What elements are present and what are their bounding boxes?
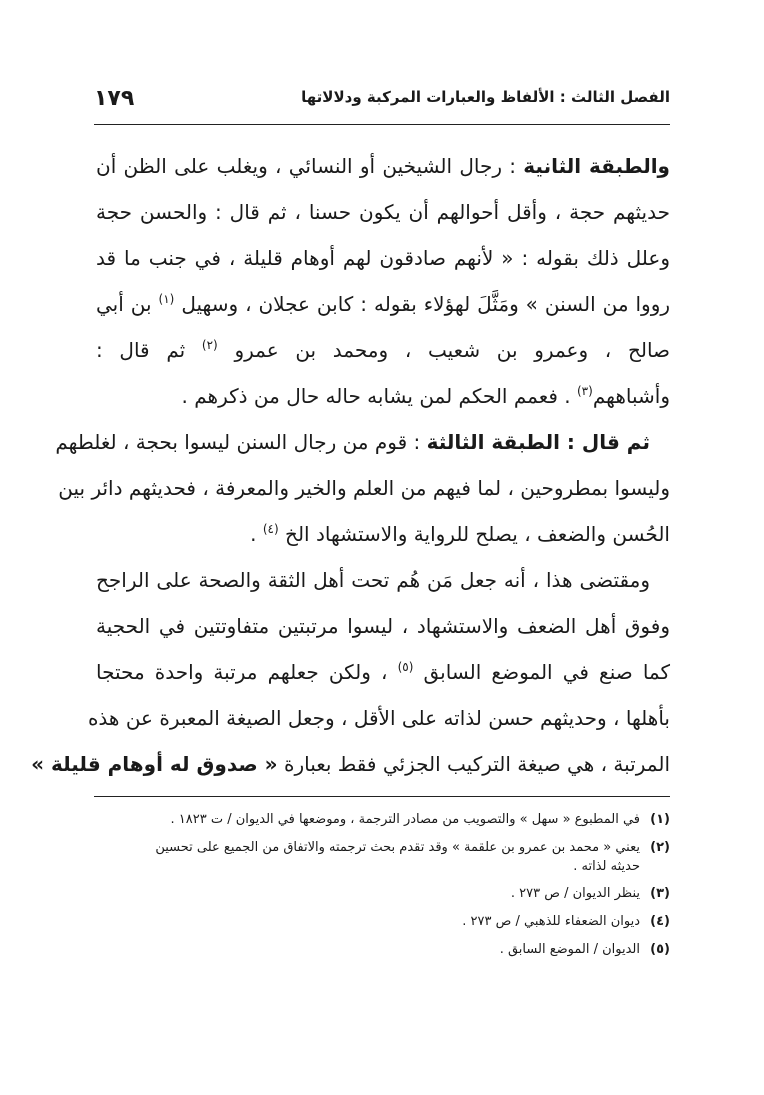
text-line: وأشباههم$^{(٣)}$ . فعمم الحكم لمن يشابه حاله حال من ذكرهم . [181, 384, 670, 408]
text-line: كما صنع في الموضع السابق $^{(٥)}$ ، ولكن جعلهم مرتبة واحدة محتجا [96, 660, 670, 684]
footnote-text: يعني « محمد بن عمرو بن علقمة » وقد تقدم بحث ترجمته والاتفاق من الجميع على تحسين [155, 840, 640, 855]
footnote-ref[interactable]: (٤) [262, 522, 279, 536]
text-line: والطبقة الثانية : رجال الشيخين أو النسائي ، ويغلب على الظن أن [96, 154, 670, 178]
text-line: المرتبة ، هي صيغة التركيب الجزئي فقط بعبارة « صدوق له أوهام قليلة » [31, 752, 670, 776]
footnote [94, 806, 670, 834]
footnote-continuation: حديثه لذاته . [573, 859, 640, 874]
footnote-number: (٤) [650, 914, 670, 929]
footnote-text: الديوان / الموضع السابق . [499, 942, 640, 957]
text-line: وليسوا بمطروحين ، لما فيهم من العلم والخير والمعرفة ، فحديثهم دائر بين [58, 476, 670, 500]
text-line: ثم قال : الطبقة الثالثة : قوم من رجال السنن ليسوا بحجة ، لغلطهم [55, 430, 650, 454]
footnote-ref[interactable]: (١) [158, 292, 175, 306]
text-line: وعلل ذلك بقوله : « لأنهم صادقون لهم أوهام قليلة ، في جنب ما قد [96, 246, 670, 270]
body-text [31, 143, 671, 787]
text-line: حديثهم حجة ، وأقل أحوالهم أن يكون حسنا ، ثم قال : والحسن حجة [96, 200, 670, 224]
text-line: رووا من السنن » ومَثَّلَ لهؤلاء بقوله : كابن عجلان ، وسهيل $^{(١)}$ بن أبي [96, 292, 671, 316]
footnote-text: في المطبوع « سهل » والتصويب من مصادر الترجمة ، وموضعها في الديوان / ت ١٨٢٣ . [170, 812, 640, 827]
heading-term: ثم قال : الطبقة الثالثة [426, 430, 650, 454]
text-line: الحُسن والضعف ، يصلح للرواية والاستشهاد الخ $^{(٤)}$ . [250, 522, 670, 546]
footnote-ref[interactable]: (٣) [576, 384, 593, 398]
quoted-phrase: « صدوق له أوهام قليلة » [31, 752, 278, 776]
footnote [94, 908, 670, 936]
footnote-number: (٢) [650, 840, 670, 855]
running-title: الفصل الثالث : الألفاظ والعبارات المركبة ودلالاتها [301, 88, 670, 106]
footnote-text: ديوان الضعفاء للذهبي / ص ٢٧٣ . [462, 914, 640, 929]
footnote [94, 936, 670, 964]
text-line: وفوق أهل الضعف والاستشهاد ، ليسوا مرتبتين متفاوتتين في الحجية [96, 614, 670, 638]
footnote-ref[interactable]: (٥) [397, 660, 414, 674]
header-rule [94, 124, 670, 125]
footnote-separator [94, 796, 670, 797]
heading-term: والطبقة الثانية [523, 154, 670, 178]
footnote-number: (١) [650, 812, 670, 827]
page-number: ١٧٩ [94, 86, 135, 111]
footnote [94, 880, 670, 908]
text-line: صالح ، وعمرو بن شعيب ، ومحمد بن عمرو $^{(٢)}$ ثم قال : [96, 338, 671, 362]
footnote-text: ينظر الديوان / ص ٢٧٣ . [510, 886, 640, 901]
footnote-number: (٣) [650, 886, 670, 901]
footnote-ref[interactable]: (٢) [201, 338, 218, 352]
footnotes [94, 806, 670, 964]
text-line: بأهلها ، وحديثهم حسن لذاته على الأقل ، وجعل الصيغة المعبرة عن هذه [87, 706, 670, 730]
footnote-number: (٥) [650, 942, 670, 957]
page-header [94, 86, 670, 122]
text-line: ومقتضى هذا ، أنه جعل مَن هُم تحت أهل الثقة والصحة على الراجح [96, 568, 650, 592]
